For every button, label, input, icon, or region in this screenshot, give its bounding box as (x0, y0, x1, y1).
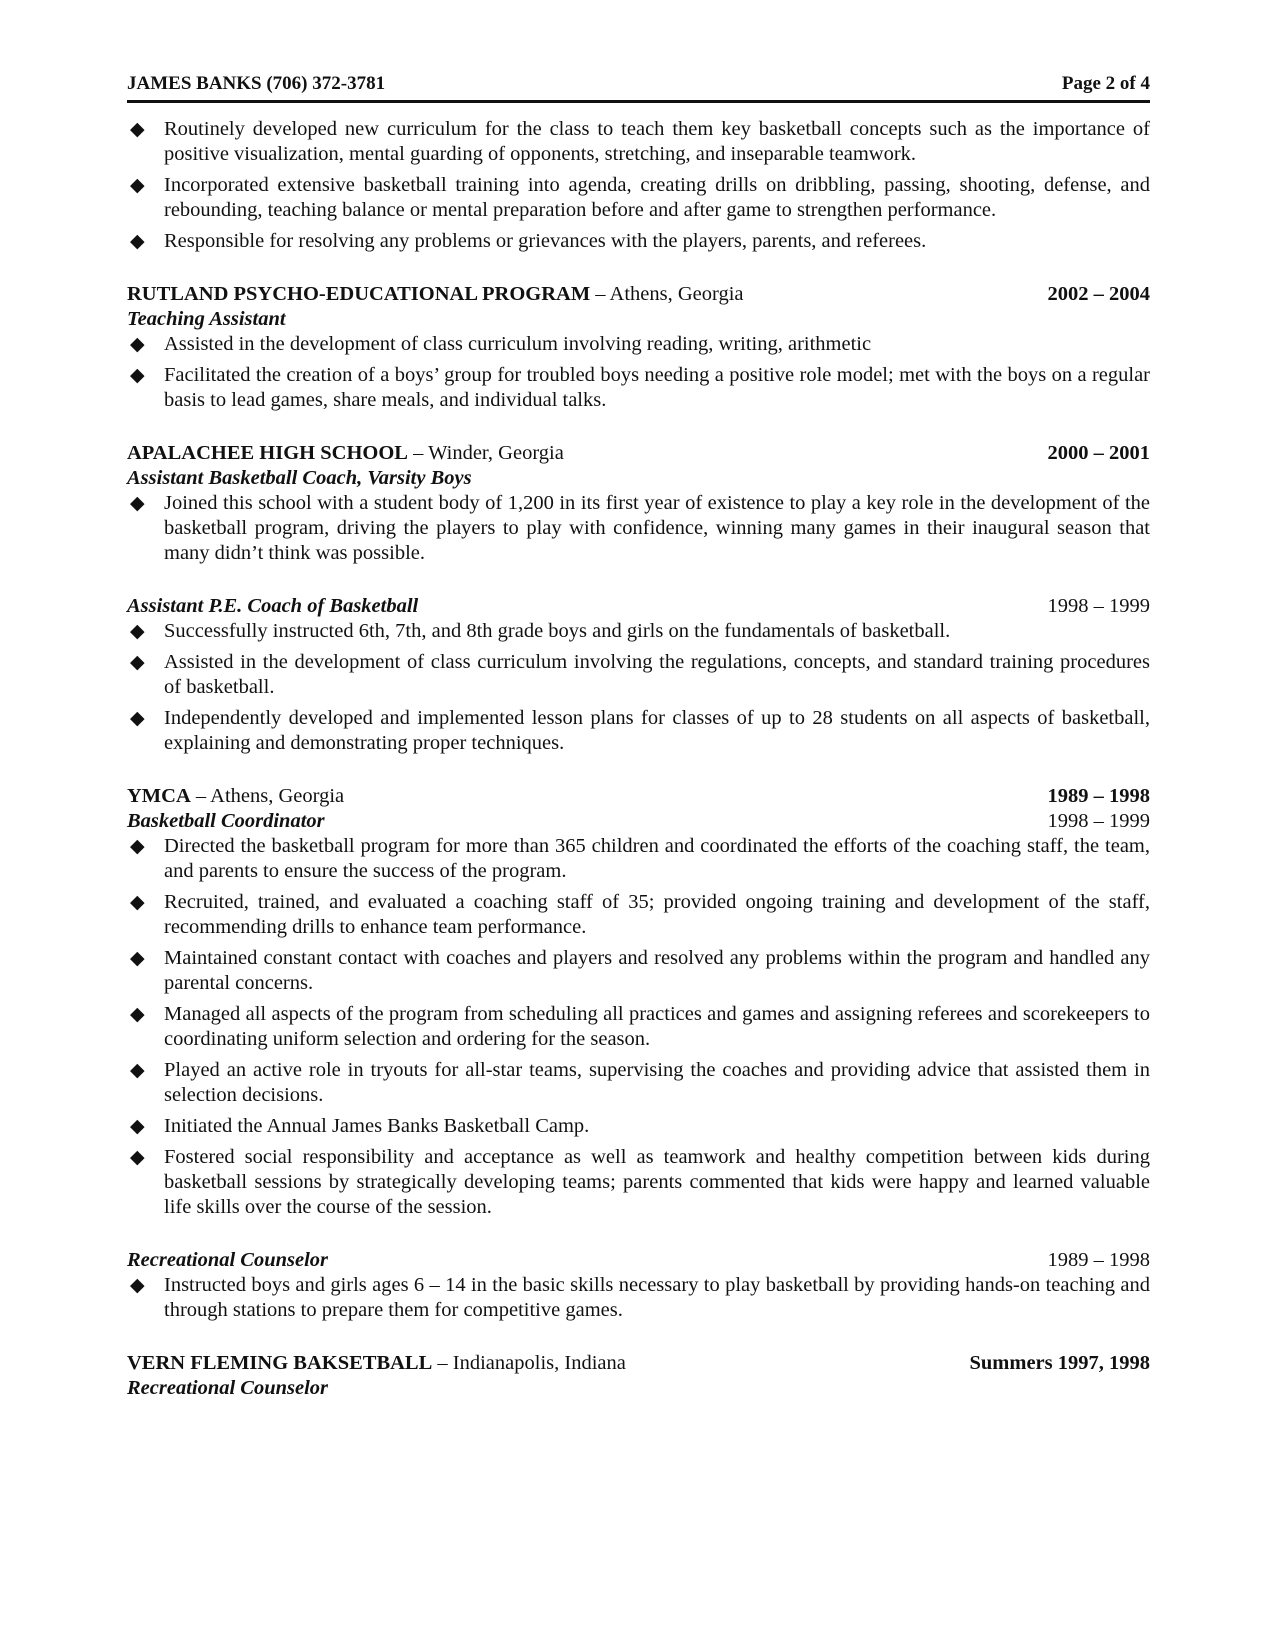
job-apalachee (127, 441, 1150, 756)
list-item: ◆ Incorporated extensive basketball training into agenda, creating drills on dribbling, passing, shooting, defense, and rebounding, teaching balance or mental preparation before and after game to strengthen performance. (130, 174, 1150, 221)
role-dates: 1989 – 1998 (1047, 1249, 1150, 1271)
header-name-phone: JAMES BANKS (706) 372-3781 (127, 73, 386, 94)
list-item: ◆ Facilitated the creation of a boys’ group for troubled boys needing a positive role model; met with the boys on a regular basis to lead games, share meals, and individual talks. (130, 364, 1150, 411)
page-header (127, 72, 1150, 96)
diamond-bullet-icon: ◆ (130, 493, 145, 514)
job-rutland (127, 282, 1150, 413)
employer-location: – Athens, Georgia (190, 785, 345, 807)
list-item: ◆ Successfully instructed 6th, 7th, and 8th grade boys and girls on the fundamentals of basketball. (130, 620, 951, 642)
employment-dates: 2000 – 2001 (1047, 442, 1150, 464)
list-item: ◆ Fostered social responsibility and acceptance as well as teamwork and healthy competition between kids during basketball sessions by strategically developing teams; parents commented that kids were happy and learned valuable life skills over the course of the session. (130, 1146, 1150, 1218)
diamond-bullet-icon: ◆ (130, 948, 145, 969)
list-item: ◆ Independently developed and implemented lesson plans for classes of up to 28 students on all aspects of basketball, explaining and demonstrating proper techniques. (130, 707, 1150, 754)
diamond-bullet-icon: ◆ (130, 175, 145, 196)
diamond-bullet-icon: ◆ (130, 119, 145, 140)
job-title: Assistant P.E. Coach of Basketball (127, 595, 419, 617)
list-item: ◆ Responsible for resolving any problems or grievances with the players, parents, and referees. (130, 230, 927, 252)
job-title: Assistant Basketball Coach, Varsity Boys (127, 467, 472, 489)
bullet-list (127, 619, 1150, 756)
diamond-bullet-icon: ◆ (130, 1004, 145, 1025)
diamond-bullet-icon: ◆ (130, 836, 145, 857)
bullet-list (127, 1273, 1150, 1323)
list-item: ◆ Joined this school with a student body of 1,200 in its first year of existence to play a key role in the development of the basketball program, driving the players to play with confidence, winning many games in their inaugural season that many didn’t think was possible. (130, 492, 1150, 564)
employer-name: APALACHEE HIGH SCHOOL (127, 442, 408, 464)
diamond-bullet-icon: ◆ (130, 621, 145, 642)
role-dates: 1998 – 1999 (1047, 810, 1150, 832)
employer-location: – Winder, Georgia (407, 442, 564, 464)
diamond-bullet-icon: ◆ (130, 231, 145, 252)
list-item: ◆ Initiated the Annual James Banks Basketball Camp. (130, 1115, 590, 1137)
diamond-bullet-icon: ◆ (130, 892, 145, 913)
header-rule (127, 100, 1150, 103)
page-number: Page 2 of 4 (1061, 73, 1150, 94)
employer-name: YMCA (127, 785, 191, 807)
diamond-bullet-icon: ◆ (130, 365, 145, 386)
diamond-bullet-icon: ◆ (130, 1275, 145, 1296)
employment-dates: 2002 – 2004 (1047, 283, 1150, 305)
list-item: ◆ Played an active role in tryouts for all-star teams, supervising the coaches and providing advice that assisted them in selection decisions. (130, 1059, 1150, 1106)
list-item: ◆ Directed the basketball program for more than 365 children and coordinated the efforts of the coaching staff, the team, and parents to ensure the success of the program. (130, 835, 1150, 882)
diamond-bullet-icon: ◆ (130, 1116, 145, 1137)
list-item: ◆ Assisted in the development of class curriculum involving reading, writing, arithmetic (130, 333, 872, 355)
bullet-list (127, 491, 1150, 566)
bullet-list (127, 332, 1150, 413)
list-item: ◆ Maintained constant contact with coaches and players and resolved any problems within the program and handled any parental concerns. (130, 947, 1150, 994)
job-vern-fleming (127, 1351, 1150, 1401)
job-title: Basketball Coordinator (127, 810, 325, 832)
diamond-bullet-icon: ◆ (130, 1060, 145, 1081)
job-ymca (127, 784, 1150, 1323)
resume-page (127, 72, 1150, 1401)
bullet-list (127, 834, 1150, 1220)
list-item: ◆ Instructed boys and girls ages 6 – 14 in the basic skills necessary to play basketball by providing hands-on teaching and through stations to prepare them for competitive games. (130, 1274, 1150, 1321)
job-title: Recreational Counselor (127, 1377, 329, 1399)
list-item: ◆ Assisted in the development of class curriculum involving the regulations, concepts, and standard training procedures of basketball. (130, 651, 1150, 698)
list-item: ◆ Routinely developed new curriculum for the class to teach them key basketball concepts such as the importance of positive visualization, mental guarding of opponents, stretching, and inseparable teamwork. (130, 118, 1150, 165)
diamond-bullet-icon: ◆ (130, 334, 145, 355)
employment-dates: 1989 – 1998 (1047, 785, 1150, 807)
job-title: Teaching Assistant (127, 308, 286, 330)
list-item: ◆ Managed all aspects of the program from scheduling all practices and games and assigning referees and scorekeepers to coordinating uniform selection and ordering for the season. (130, 1003, 1150, 1050)
diamond-bullet-icon: ◆ (130, 652, 145, 673)
diamond-bullet-icon: ◆ (130, 1147, 145, 1168)
role-dates: 1998 – 1999 (1047, 595, 1150, 617)
employer-location: – Athens, Georgia (590, 283, 744, 305)
top-bullet-list (127, 117, 1150, 254)
employer-name: VERN FLEMING BAKSETBALL (127, 1352, 433, 1374)
employer-location: – Indianapolis, Indiana (432, 1352, 626, 1374)
list-item: ◆ Recruited, trained, and evaluated a coaching staff of 35; provided ongoing training and development of the staff, recommending drills to enhance team performance. (130, 891, 1150, 938)
employment-dates: Summers 1997, 1998 (969, 1352, 1150, 1374)
diamond-bullet-icon: ◆ (130, 708, 145, 729)
job-title: Recreational Counselor (127, 1249, 329, 1271)
employer-name: RUTLAND PSYCHO-EDUCATIONAL PROGRAM (127, 283, 591, 305)
